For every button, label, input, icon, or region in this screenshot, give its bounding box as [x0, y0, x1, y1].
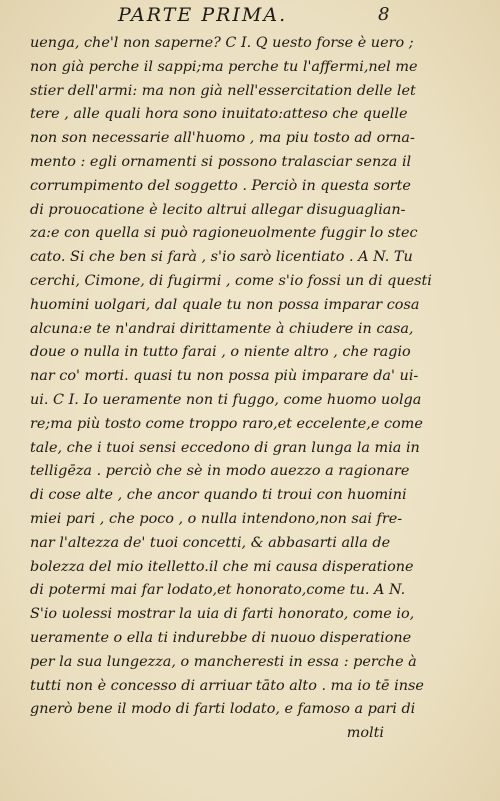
body-text	[30, 32, 432, 746]
page-number: 8	[378, 4, 390, 25]
text-line: per la sua lungezza, o mancheresti in essa : perche à	[30, 653, 417, 670]
text-line: non già perche il sappi;ma perche tu l'affermi,nel me	[30, 58, 418, 75]
text-line: nar l'altezza de' tuoi concetti, & abbasarti alla de	[30, 534, 391, 551]
text-line: re;ma più tosto come troppo raro,et eccelente,e come	[30, 415, 423, 432]
text-line: ui. C I. Io ueramente non ti fuggo, come huomo uolga	[30, 391, 422, 408]
text-line: tale, che i tuoi sensi eccedono di gran lunga la mia in	[30, 439, 420, 456]
text-line: nar co' morti. quasi tu non possa più imparare da' ui-	[30, 368, 419, 385]
text-line: non son necessarie all'huomo , ma piu tosto ad orna-	[30, 130, 415, 147]
text-line: mento : egli ornamenti si possono tralasciar senza il	[30, 153, 412, 170]
text-line: za:e con quella si può ragioneuolmente fuggir lo stec	[30, 225, 418, 242]
text-line: di potermi mai far lodato,et honorato,come tu. A N.	[30, 582, 406, 599]
running-head: PARTE PRIMA.	[118, 4, 288, 26]
text-line: di prouocatione è lecito altrui allegar disuguaglian-	[30, 201, 406, 218]
page-header	[0, 4, 500, 26]
text-line: doue o nulla in tutto farai , o niente altro , che ragio	[30, 344, 411, 361]
text-line: corrumpimento del soggetto . Perciò in questa sorte	[30, 177, 411, 194]
text-line: stier dell'armi: ma non già nell'essercitation delle let	[30, 82, 416, 99]
text-line: telligēza . perciò che sè in modo auezzo a ragionare	[30, 463, 410, 480]
text-line: alcuna:e te n'andrai dirittamente à chiudere in casa,	[30, 320, 414, 337]
text-line: miei pari , che poco , o nulla intendono,non sai fre-	[30, 510, 403, 527]
catchword: molti	[346, 725, 384, 742]
text-line: cerchi, Cimone, di fugirmi , come s'io fossi un di questi	[30, 272, 432, 289]
text-line: ueramente o ella ti indurebbe di nuouo disperatione	[30, 629, 412, 646]
text-line: huomini uolgari, dal quale tu non possa imparar cosa	[30, 296, 420, 313]
text-line: di cose alte , che ancor quando ti troui con huomini	[30, 487, 407, 504]
text-line: S'io uolessi mostrar la uia di farti honorato, come io,	[30, 606, 415, 623]
text-line: tere , alle quali hora sono inuitato:atteso che quelle	[30, 106, 408, 123]
text-line: tutti non è concesso di arriuar tāto alto . ma io tē inse	[30, 677, 424, 694]
text-line: bolezza del mio itelletto.il che mi causa disperatione	[30, 558, 414, 575]
text-line: gnerò bene il modo di farti lodato, e famoso a pari di	[30, 701, 416, 718]
text-line: uenga, che'l non saperne? C I. Q uesto forse è uero ;	[30, 35, 414, 51]
text-line: cato. Si che ben si farà , s'io sarò licentiato . A N. Tu	[30, 249, 413, 266]
